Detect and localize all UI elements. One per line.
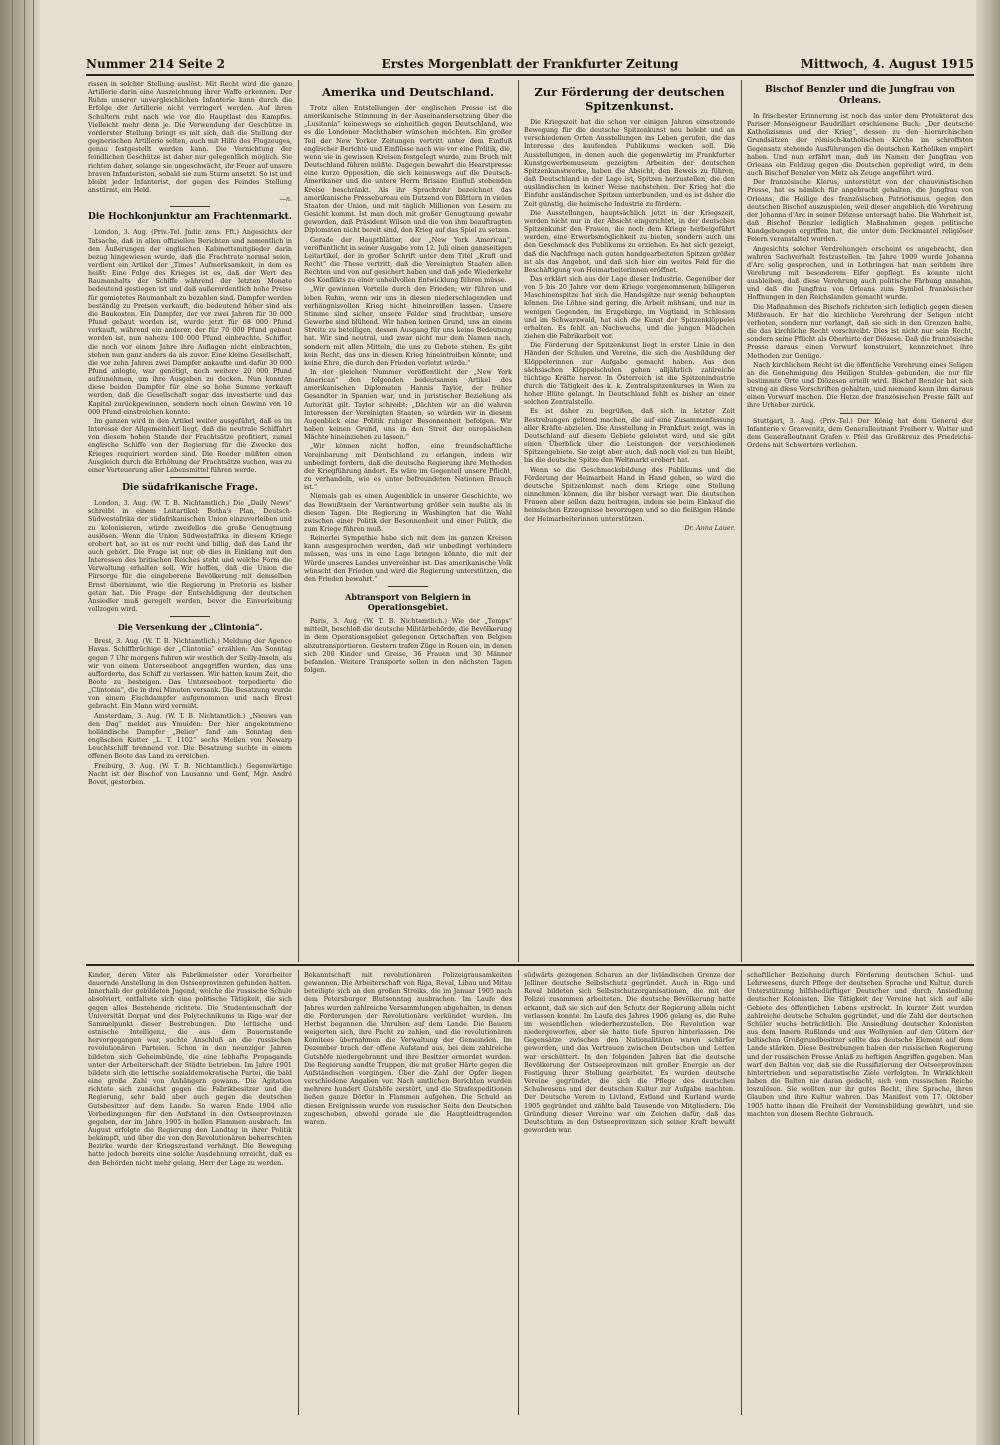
page-number: Nummer 214 Seite 2 — [86, 57, 226, 71]
article-text: Die Förderung der Spitzenkunst liegt in erster Linie in den Händen der Schulen und Vereine, die sich die Ausbildung der Klöppelerinnen zur Aufgabe gemacht haben. Aus den sächsischen Klöppelschulen gehen alljährlich zahlreiche tüchtige Kräfte hervor. In Österreich ist die Spitzenindustrie durch die Tätigkeit des k. k. Zentralspitzenkurses in Wien zu hoher Blüte gelangt. In Deutschland fehlt es bisher an einer solchen Zentralstelle. — [524, 341, 735, 407]
article-text: Gerade der Hauptblätter, der „New York American“, veröffentlicht in seiner Ausgabe vom 12. Juli einen ganzseitigen Leitartikel, der in großer Schrift unter dem Titel „Kraft und Recht“ die These vertritt, daß die Vereinigten Staaten allen Rechten und von auf gesichert haben und daß jede Wiederkehr des Konflikts zu einer unheilvollen Entwicklung führen müsse. — [304, 235, 512, 285]
article-text: Im ganzen wird in den Artikel weiter ausgeführt, daß es im Interesse der Allgemeinheit liegt, daß die neutrale Schiffahrt von diesem hohen Stande der Frachtsätze profitiert, zumal englische Schiffe von der Regierung für die Zwecke des Krieges requiriert worden sind. Die Reeder müßten einen Ausgleich durch die Erhöhung der Frachtsätze suchen, was zu einer Verteuerung aller Lebensmittel führen werde. — [88, 416, 292, 474]
article-text: Nach kirchlichem Recht ist die öffentliche Verehrung eines Seligen an die Genehmigung des Heiligen Stuhles gebunden, die nur für bestimmte Orte und Diözesen erteilt wird. Bischof Benzler hat sich streng an diese Vorschriften gehalten, und niemand kann ihm daraus einen Vorwurf machen. Die Hetze der französischen Presse fällt auf ihre Urheber zurück. — [747, 360, 973, 410]
article-text: Die Ausstellungen, hauptsächlich jetzt in der Kriegszeit, werden nicht nur in der Absicht eingerichtet, in der deutschen Spitzenkunst den Frauen, die noch dem Kriege herbeigeführt werden, eine Erwerbsmöglichkeit zu bieten, sondern auch um den Geschmack des Publikums zu erziehen. Es hat sich gezeigt, daß die Nachfrage nach guten handgearbeiteten Spitzen größer ist als das Angebot, und daß sich hier ein weites Feld für die Beschäftigung von Heimarbeiterinnen eröffnet. — [524, 208, 735, 274]
page-header — [86, 55, 974, 73]
article-column-3 — [524, 80, 735, 960]
article-separator — [170, 477, 210, 478]
article-text: schaftlicher Beziehung durch Förderung deutschen Schul- und Lehrwesens, durch Pflege der deutschen Sprache und Kultur, durch Unterstützung hilfsbedürftiger Deutscher und durch Ansiedlung deutscher Kolonisten. Die Tätigkeit der Vereine hat sich auf alle Gebiete des öffentlichen Lebens erstreckt. In kurzer Zeit wurden zahlreiche deutsche Schulen gegründet, und die Zahl der deutschen Schüler wuchs beträchtlich. Die Ansiedlung deutscher Kolonisten aus dem Innern Rußlands und aus Wolhynien auf den Gütern der baltischen Großgrundbesitzer sollte das deutsche Element auf dem Lande stärken. Diese Bestrebungen haben der russischen Regierung und der russischen Presse Anlaß zu heftigen Angriffen gegeben. Man warf den Balten vor, daß sie die Russifizierung der Ostseeprovinzen hintertrieben und separatistische Ziele verfolgten. In Wirklichkeit haben die Balten nie daran gedacht, sich vom russischen Reiche loszulösen. Sie wollten nur ihr gutes Recht, ihre Sprache, ihren Glauben und ihre Kultur wahren. Das Manifest vom 17. Oktober 1905 hatte ihnen die Freiheit der Vereinsbildung gewährt, und sie machten von diesem Rechte Gebrauch. — [747, 971, 973, 1118]
article-text: Reinerlei Sympathie habe sich mit dem im ganzen Kreisen kann ausgesprochen werden, daß wir unbedingt verhindern müssen, was uns in eine Lage bringen könnte, die mit der Würde unseres Landes unvereinbar ist. Das amerikanische Volk wünscht den Frieden und wird die Regierung unterstützen, die den Frieden bewahrt.“ — [304, 534, 512, 583]
article-text: London, 3. Aug. (Priv.-Tel. Jndir. zens. Fft.) Angesichts der Tatsache, daß in allen offiziellen Berichten und namentlich in den Äußerungen der englischen Kabinettsmitglieder darin bezug hingewiesen wurde, daß die Frachtrate normal seien, verdient ein Artikel der „Times“ Aufmerksamkeit, in dem es heißt: Eine Folge des Krieges ist es, daß der Wert des Raumanhalts der Schiffe während der letzten Monate bedeutend gestiegen ist und daß außerordentlich hohe Preise für gemietetes Raumanhalt zu bezahlen sind. Dampfer werden beständig zu Preisen verkauft, die bedeutend höher sind als die Baukosten. Ein Dampfer, der vor zwei Jahren für 30 000 Pfund gebaut worden ist, wurde jetzt für 68 000 Pfund verkauft, während ein anderer, der für 70 000 Pfund gebaut worden ist, nun nahezu 100 000 Pfund einbrachte. Schiffer, die noch vor einem Jahre ihre Auflagen nicht einbrachten, stehen nun ganz anders da als zuvor. Eine kleine Gesellschaft, die vor zehn Jahren zwei Dampfer ankaufte und dafür 30 000 Pfund anlegte, war genötigt, noch weitere 20 000 Pfund aufzunehmen, um ihre Ausgaben zu decken. Nun konnten diese beiden Dampfer für eine so hohe Summe verkauft werden, daß die Gesellschaft sogar das investierte und das Kapital zurückgewinnen, sondern noch einen Gewinn von 10 000 Pfund einstreichen konnte. — [88, 228, 292, 416]
article-text: Die Kriegszeit hat die schon vor einigen Jahren einsetzende Bewegung für die deutsche Spitzenkunst neu belebt und an verschiedenen Orten Ausstellungen ins Leben gerufen, die das Interesse des kaufenden Publikums wecken soll. Die Ausstellungen, in denen auch die gegenwärtig im Frankfurter Kunstgewerbemuseum gezeigten Arbeiten der deutschen Spitzenkunstwerke, haben die Absicht, den Beweis zu führen, daß Deutschland in der Lage ist, Spitzen herzustellen, die den ausländischen in keiner Weise nachstehen. Der Krieg hat die Einfuhr ausländischer Spitzen unterbunden, und es ist daher die Zeit günstig, die heimische Industrie zu fördern. — [524, 118, 735, 208]
article-text: Niemals gab es einen Augenblick in unserer Geschichte, wo das Bewußtsein der Verantwortung größer sein mußte als in diesen Tagen. Die Regierung in Washington hat die Wahl zwischen einer Politik der Besonnenheit und einer Politik, die zum Kriege führen muß. — [304, 492, 512, 533]
article-column-2 — [304, 80, 512, 960]
article-text: In frischester Erinnerung ist noch das unter dem Protektorat des Pariser Monseigneur Baudrillart erschienene Buch: „Der deutsche Katholizismus und der Krieg“, dessen zu den hierarchischen Grundsätzen der römisch-katholischen Kirche im schroffsten Gegensatz stehende Ausführungen die deutschen Katholiken empört haben. Und nun erfährt man, daß im Namen der Jungfrau von Orleans ein Feldzug gegen die Deutschen gepredigt wird, in dem auch Bischof Benzler von Metz als Zeuge angeführt wird. — [747, 112, 973, 178]
author-signature: Dr. Anna Lauer. — [684, 523, 735, 532]
bottom-column-1 — [88, 971, 292, 1413]
article-text: In der gleichen Nummer veröffentlicht der „New York American“ den folgenden bedeutsamen Artikel des amerikanischen Diplomaten Hannis Taylor, der früher Gesandter in Spanien war, und in juristischer Beziehung als Autorität gilt. Taylor schreibt: „Dächten wir an die wahren Interessen der Vereinigten Staaten, so würden wir in diesem Augenblick eine Politik ruhiger Besonnenheit befolgen. Wir haben keinen Grund, uns in den Streit der europäischen Mächte hineinziehen zu lassen.“ — [304, 368, 512, 442]
page-edge-shadow — [976, 0, 1000, 1445]
bottom-column-2 — [304, 971, 512, 1413]
article-text: Stuttgart, 3. Aug. (Priv.-Tel.) Der König hat dem General der Infanterie v. Graevenitz, dem Generalleutnant Freiherr v. Watter und dem Generalleutnant Grafen v. Pfeil das Großkreuz des Friedrichs-Ordens mit Schwertern verliehen. — [747, 416, 973, 450]
section-divider-rule — [86, 964, 974, 966]
newspaper-masthead: Erstes Morgenblatt der Frankfurter Zeitung — [381, 57, 679, 71]
article-text: Trotz allen Entstellungen der englischen Presse ist die amerikanische Stimmung in der Auseinandersetzung über die „Lusitania“ keineswegs so einheitlich gegen Deutschland, wie es die Londoner Machthaber wünschen möchten. Ein großer Teil der New Yorker Zeitungen vertritt unter dem Einfluß englischer Berichte und Einflüsse nach wie vor eine Politik, die, wenn sie in gewissen Kreisen festgelegt wurde, zum Bruch mit Deutschland führen müßte. Dagegen bewahrt die Hearstpresse eine kurze Opposition, die sich keineswegs auf die Deutsch-Amerikaner und die untere Herrn Brisane Einfluß stehenden Kreise beschränkt. Als ihr Sprachrohr bezeichnet das amerikanische Pressebureau ein Dutzend von Blättern in vielen Staaten der Union, und mit täglich Millionen von Lesern zu Gesicht kommt. Ist man doch mit großer Genugtuung gewahr geworden, daß Präsident Wilson und die von ihm beauftragten Diplomaten nicht bereit sind, den Krieg auf das Spiel zu setzen. — [304, 104, 512, 235]
column-rule — [518, 970, 519, 1415]
column-rule — [741, 80, 742, 962]
bottom-column-4 — [747, 971, 973, 1413]
article-text: London, 3. Aug. (W. T. B. Nichtamtlich.) Die „Daily News“ schreibt in einem Leitartikel: Botha's Plan, Deutsch-Südwestafrika der südafrikanischen Union einzuverleiben und zu kolonisieren, würde zweifellos die große Genugtuung auslösen. Wenn die Union Südwestafrika in diesem Kriege erobert hat, so ist es nur recht und billig, daß das Land ihr auch gehört. Die Frage ist nur, ob dies in Einklang mit den Interessen des britischen Reiches steht und welche Form die Verwaltung erhalten soll. Wir hoffen, daß die Union die Fürsorge für die eingeborene Bevölkerung mit demselben Ernst übernimmt, wie die Regierung in Pretoria es bisher getan hat. Die Frage der Entschädigung der deutschen Ansiedler muß geregelt werden, bevor die Einverleibung vollzogen wird. — [88, 499, 292, 614]
article-text: südwärts gezogenen Scharen an der livländischen Grenze der Jelliner deutsche Selbstschutz gegründet. Auch in Riga und Reval bildeten sich Selbstschutzorganisationen, die mit der Polizei zusammen arbeiteten. Die deutsche Bevölkerung hatte erkannt, daß sie sich auf den Schutz der Regierung allein nicht verlassen konnte. Im Laufe des Jahres 1906 gelang es, die Ruhe im wesentlichen wiederherzustellen. Die Revolution war niedergeworfen, aber sie hatte tiefe Spuren hinterlassen. Die Gegensätze zwischen den Nationalitäten waren schärfer geworden, und das Vertrauen zwischen Deutschen und Letten war erschüttert. In den folgenden Jahren hat die deutsche Bevölkerung der Ostseeprovinzen mit großer Energie an der Festigung ihrer Stellung gearbeitet. Es wurden deutsche Vereine gegründet, die sich die Pflege des deutschen Schulwesens und der deutschen Kultur zur Aufgabe machten. Der Deutsche Verein in Livland, Estland und Kurland wurde 1905 gegründet und zählte bald Tausende von Mitgliedern. Die Gründung dieser Vereine war ein Zeichen dafür, daß das Deutschtum in den Ostseeprovinzen sich seiner Kraft bewußt geworden war. — [524, 971, 735, 1134]
article-text: Brest, 3. Aug. (W. T. B. Nichtamtlich.) Meldung der Agence Havas. Schiffbrüchige der „Clintonia“ erzählen: Am Sonntag gegen 7 Uhr morgens fuhren wir westlich der Scilly-Inseln, als wir von einem Unterseeboot angegriffen wurden, das uns aufforderte, das Schiff zu verlassen. Wir hatten kaum Zeit, die Boote zu besteigen. Das Unterseeboot torpedierte die „Clintonia“, die in drei Minuten versank. Die Besatzung wurde von einem Fischdampfer aufgenommen und nach Brest gebracht. Ein Mann wird vermißt. — [88, 637, 292, 711]
article-separator — [170, 616, 210, 617]
article-text: Die Maßnahmen des Bischofs richteten sich lediglich gegen diesen Mißbrauch. Er hat die kirchliche Verehrung der Seligen nicht verboten, sondern nur verlangt, daß sie sich in den Grenzen halte, die das kirchliche Recht vorschreibt. Dies ist nicht nur sein Recht, sondern seine Pflicht als Oberhirte der Diözese. Daß die französische Presse daraus einen Vorwurf konstruiert, kennzeichnet ihre Methoden zur Genüge. — [747, 302, 973, 360]
article-quote: „Wir gewinnen Vorteile durch den Frieden; wir führen und leben Ruhm, wenn wir uns in diesen niederschlagenden und verhängnisvollen Krieg nicht hineinreißen lassen. Unsere Stimme sind sicher, unsere Felder sind fruchtbar; unsere Gewerbe sind blühend. Wir haben keinen Grund, uns an einem Streite zu beteiligen, dessen Ausgang für uns keine Bedeutung hat. Wir sind neutral, und zwar nicht nur dem Namen nach, sondern mit allen Mitteln, die uns zu Gebote stehen. Es gibt kein Recht, das uns in diesen Krieg hineintreiben könnte, und keine Ehre, die durch den Frieden verletzt würde.“ — [304, 285, 512, 367]
article-headline: Die Hochkonjunktur am Frachtenmarkt. — [88, 212, 292, 223]
header-rule — [86, 74, 974, 76]
article-text: Wenn so die Geschmacksbildung des Publikums und die Förderung der Heimarbeit Hand in Hand gehen, so wird die deutsche Spitzenkunst nach dem Kriege eine Stellung einnehmen können, die ihr bisher versagt war. Die deutschen Frauen aber sollen dazu beitragen, indem sie beim Einkauf die heimischen Erzeugnisse bevorzugen und so die fleißigen Hände der Heimarbeiterinnen unterstützen. — [524, 465, 735, 523]
article-column-1 — [88, 80, 292, 960]
article-text: Angesichts solcher Verdrehungen erscheint es angebracht, den wahren Sachverhalt festzustellen. Im Jahre 1909 wurde Johanna d'Arc selig gesprochen, und in Lothringen hat man seitdem ihre Verehrung mit besonderem Eifer gepflegt. Es konnte nicht ausbleiben, daß diese Verehrung auch politische Färbung annahm, und daß die Jungfrau von Orleans zum Symbol französischer Hoffnungen in den Reichslanden gemacht wurde. — [747, 244, 973, 302]
bottom-column-3 — [524, 971, 735, 1413]
article-text: Der französische Klerus, unterstützt von der chauvinistischen Presse, hat es nämlich für angebracht gehalten, die Jungfrau von Orleans, die Heilige des französischen Patriotismus, gegen den deutschen Bischof auszuspielen, weil dieser angeblich die Verehrung der Johanna d'Arc in seiner Diözese untersagt habe. Die Wahrheit ist, daß Bischof Benzler lediglich Maßnahmen gegen politische Kundgebungen ergriffen hat, die unter dem Deckmantel religiöser Feiern veranstaltet wurden. — [747, 178, 973, 244]
article-headline: Zur Förderung der deutschen Spitzenkunst. — [534, 85, 725, 113]
article-headline: Die südafrikanische Frage. — [122, 483, 258, 494]
column-rule — [298, 970, 299, 1415]
article-text: „Wir können nicht hoffen, eine freundschaftliche Vereinbarung mit Deutschland zu erlangen, indem wir unbedingt fordern, daß die deutsche Regierung ihre Methoden der Kriegführung ändert. Es wäre im Gegenteil unsere Pflicht, zu verhandeln, wie es unter befreundeten Nationen Brauch ist.“ — [304, 442, 512, 492]
author-signature: —n. — [279, 195, 292, 204]
article-headline: Bischof Benzler und die Jungfrau von Orleans. — [765, 85, 955, 106]
article-headline: Abtransport von Belgiern in Operationsgebiet. — [345, 592, 471, 613]
binding-line — [33, 0, 34, 1445]
issue-date: Mittwoch, 4. August 1915 — [800, 57, 974, 71]
article-headline: Amerika und Deutschland. — [321, 85, 495, 99]
article-text: Das erklärt sich aus der Lage dieser Industrie. Gegenüber der von 5 bis 20 Jahre vor dem Kriege vorgenommenen billigeren Maschinenspitze hat sich die Handspitze nur wenig behaupten können. Die Löhne sind gering, die Arbeit mühsam, und nur in wenigen Gegenden, im Erzgebirge, im Vogtland, in Schlesien und im Schwarzwald, hat sich die Kunst der Spitzenklöppelei erhalten. Es fehlt an Nachwuchs, und die jungen Mädchen ziehen die Fabrikarbeit vor. — [524, 274, 735, 341]
article-text: Paris, 3. Aug. (W. T. B. Nichtamtlich.) Wie der „Temps“ mitteilt, beschloß die deutsche Militärbehörde, die Bevölkerung in dem Operationsgebiet gelegenen Ortschaften von Belgien abzutransportieren. Gestern trafen Züge in Rouen ein, in denen sich 200 Kinder und Greise, 36 Frauen und 30 Männer befanden. Weitere Transporte sollen in den nächsten Tagen folgen. — [304, 617, 512, 674]
column-rule — [741, 970, 742, 1415]
column-rule — [298, 80, 299, 962]
binding-line — [12, 0, 13, 1445]
article-separator — [388, 586, 428, 587]
article-separator — [170, 206, 210, 207]
article-text: Freiburg, 3. Aug. (W. T. B. Nichtamtlich.) Gegenwärtige Nacht ist der Bischof von Lausanne und Genf, Mgr. André Bovet, gestorben. — [88, 761, 292, 786]
article-column-4 — [747, 80, 973, 960]
book-spine-shadow — [0, 0, 40, 1445]
article-text: Amsterdam, 3. Aug. (W. T. B. Nichtamtlich.) „Nieuws van den Dag“ meldet aus Ymuiden: Der hier angekommene holländische Dampfer „Belier“ fand am Sonntag den englischen Kutter „L. T. 1102“ sechs Meilen von Newarp Leuchtschiff brennend vor. Die Besatzung suchte in einem offenen Boote das Land zu erreichen. — [88, 711, 292, 761]
article-text: Es ist daher zu begrüßen, daß sich in letzter Zeit Bestrebungen geltend machen, die auf eine Zusammenfassung aller Kräfte abzielen. Die Ausstellung in Frankfurt zeigt, was in Deutschland auf diesem Gebiete geleistet wird, und sie gibt einen Überblick über die Leistungen der verschiedenen Spitzengebiete. Sie zeigt aber auch, daß noch viel zu tun bleibt, bis die deutsche Spitze den Weltmarkt erobert hat. — [524, 407, 735, 465]
binding-line — [24, 0, 25, 1445]
article-separator — [840, 413, 880, 414]
article-text: Bekanntschaft mit revolutionären Polizeigrausamkeiten gewannen. Die Arbeiterschaft von Riga, Reval, Libau und Mitau beteiligte sich an den großen Streiks, die im Januar 1905 nach dem Petersburger Blutsonntag ausbrachen. Im Laufe des Jahres wurden zahlreiche Versammlungen abgehalten, in denen die Forderungen der Revolutionäre verkündet wurden. Im Herbst begannen die Unruhen auf dem Lande. Die Bauern weigerten sich, ihre Pacht zu zahlen, und die revolutionären Komitees übernahmen die Verwaltung der Gemeinden. Im Dezember brach der offene Aufstand aus, bei dem zahlreiche Gutshöfe niedergebrannt und ihre Besitzer ermordet wurden. Die Regierung sandte Truppen, die mit großer Härte gegen die Aufständischen vorgingen. Über die Zahl der Opfer liegen verschiedene Angaben vor. Nach amtlichen Berichten wurden mehrere hundert Gutshöfe zerstört, und die Strafexpeditionen ließen ganze Dörfer in Flammen aufgehen. Die Schuld an diesen Ereignissen wurde von russischer Seite den Deutschen zugeschoben, obwohl gerade sie die Hauptleidtragenden waren. — [304, 971, 512, 1126]
article-text: Kinder, deren Väter als Fabrikmeister oder Vorarbeiter dauernde Anstellung in den Ostseeprovinzen gefunden hatten. Innerhalb der gebildeten Jugend, welche die russische Schule absolviert, entfaltete sich eine politische Tätigkeit, die sich gegen alles Bestehende richtete. Die Studentenschaft der Universität Dorpat und des Polytechnikums in Riga war der Sammelpunkt dieser Bestrebungen. Die lettische und estnische Intelligenz, die aus dem Bauernstande hervorgegangen war, suchte Anschluß an die russischen revolutionären Parteien. Schon in den neunziger Jahren bildeten sich Geheimbünde, die eine lebhafte Propaganda unter der Arbeiterschaft der Städte betrieben. Im Jahre 1901 bildete sich die lettische sozialdemokratische Partei, die bald eine große Zahl von Anhängern gewann. Die Agitation richtete sich zunächst gegen die Fabrikbesitzer und die Regierung, sehr bald aber auch gegen die deutschen Gutsbesitzer auf dem Lande. So waren Ende 1904 alle Vorbedingungen für den Aufstand in den Ostseeprovinzen gegeben, der im Jahre 1905 in hellen Flammen ausbrach. Im August erfolgte die Regierung den Landtag in ihrer Politik bekämpft, und über die von den Revolutionären beherrschten Bezirke wurde der Kriegszustand verhängt. Die Bewegung hatte jedoch bereits eine solche Ausdehnung erreicht, daß es den Behörden nicht mehr gelang, Herr der Lage zu werden. — [88, 971, 292, 1167]
article-headline: Die Versenkung der „Clintonia“. — [117, 622, 263, 633]
article-text: rissen in solcher Stellung auslöst. Mit Recht wird die ganze Artillerie darin eine Auszeichnung ihrer Waffe erkennen. Der Ruhm unserer unvergleichlichen Infanterie kann durch die Erfolge der Artillerie nicht verringert werden. Auf ihren Schultern ruht nach wie vor die Hauptlast des Kampfes. Vielleicht mehr denn je. Die Verwendung der Geschütze in vorderster Stellung bringt es mit sich, daß die Stellung der gegnerischen Artillerie selten, auch mit Hilfe des Flugzeuges, genau festgestellt werden kann. Die Vernichtung der feindlichen Geschütze ist daher nur gelegentlich möglich. Sie richten daher, solange sie ungeschwächt, ihr Feuer auf unsere braven Infanteristen, sobald sie zum Sturm ansetzt. So ist und bleibt jeder Infanterist, der gegen des Feindes Stellung anstürmt, ein Held. — [88, 80, 292, 195]
column-rule — [518, 80, 519, 962]
